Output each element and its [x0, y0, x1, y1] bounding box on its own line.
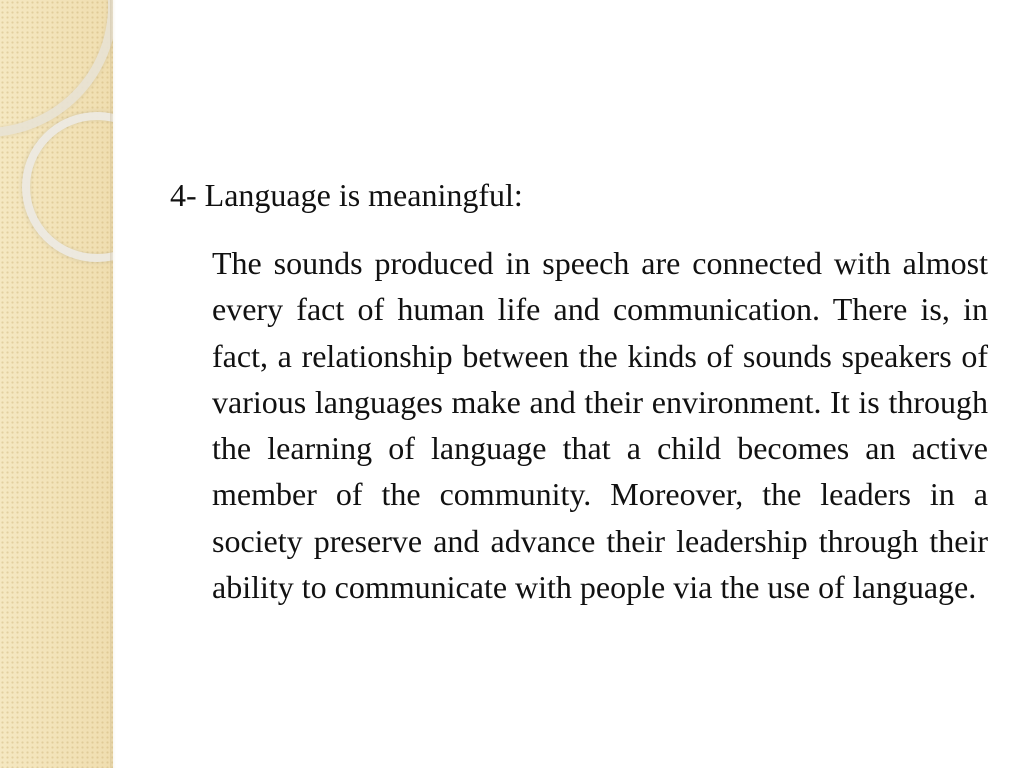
- side-band-edge-shadow: [110, 0, 116, 768]
- slide-body-paragraph: The sounds produced in speech are connected with almost every fact of human life and communication. There is, in fact, a relationship between the kinds of sounds speakers of various languages make and their environment. It is through the learning of language that a child becomes an active member of the community. Moreover, the leaders in a society preserve and advance their leadership through their ability to communicate with people via the use of language.: [212, 245, 1004, 606]
- decorative-side-band: [0, 0, 113, 768]
- decorative-ring-small: [22, 112, 113, 262]
- slide-heading: 4- Language is meaningful:: [170, 177, 523, 213]
